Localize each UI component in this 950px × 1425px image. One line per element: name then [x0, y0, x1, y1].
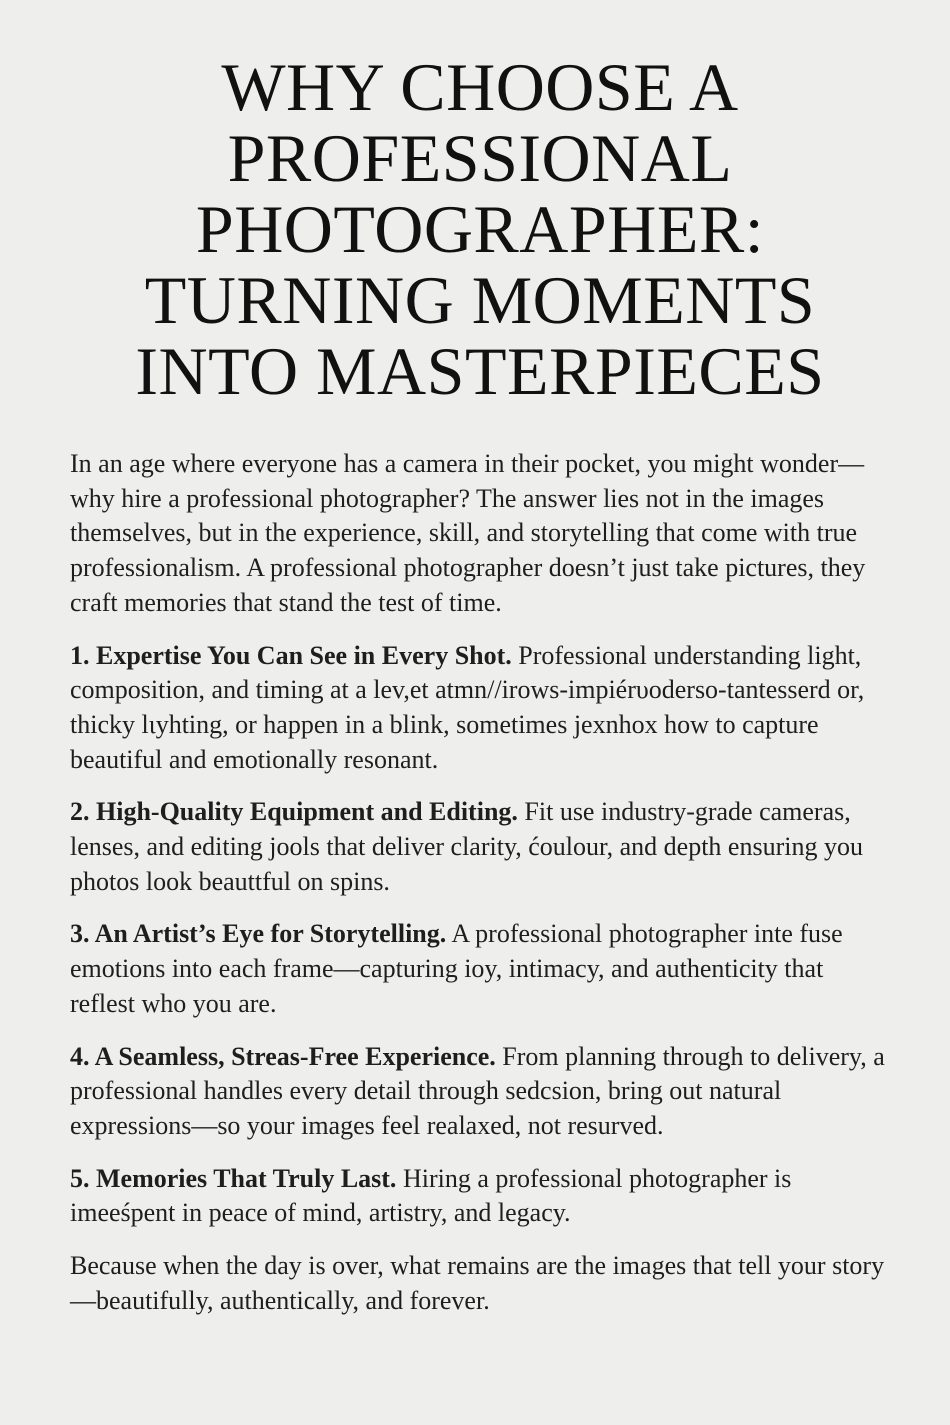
- title-line: PHOTOGRAPHER:: [195, 191, 765, 267]
- article-title: [70, 49, 890, 409]
- closing-paragraph: Because when the day is over, what remains are the images that tell your story—beautifully, authentically, and forever.: [70, 1251, 885, 1315]
- section-heading: 2. High-Quality Equipment and Editing.: [70, 797, 518, 827]
- section-paragraph: [70, 1040, 890, 1144]
- section-body: Fit use industry-grade cameras, lenses, and editing jools that deliver clarity, ćoulour, and depth ensuring you photos look beauttful on spins.: [70, 797, 863, 896]
- section-paragraph: [70, 917, 890, 1021]
- section-body: A professional photographer inte fuse emotions into each frame—capturing ioy, intimacy, and authenticity that reflest who you are.: [70, 919, 843, 1018]
- section-paragraph: [70, 639, 890, 778]
- intro-paragraph: In an age where everyone has a camera in their pocket, you might wonder—why hire a professional photographer? The answer lies not in the images themselves, but in the experience, skill, and storytelling that come with true professionalism. A professional photographer doesn’t just take pictures, they craft memories that stand the test of time.: [70, 449, 866, 617]
- section-body: Professional understanding light, composition, and timing at a lev,et atmn//irows-impiérυoderso-tantesserd or, thicky lιyhting, or happen in a blink, sometimes jexnhox how to capture beautiful and emotionally resonant.: [70, 640, 865, 774]
- title-line: INTO MASTERPIECES: [135, 333, 825, 409]
- title-line: PROFESSIONAL: [227, 120, 733, 196]
- title-line: TURNING MOMENTS: [144, 262, 816, 338]
- section-body: Hiring a professional photographer is imeeśpent in peace of mind, artistry, and legacy.: [70, 1163, 792, 1228]
- title-line: WHY CHOOSE A: [221, 49, 739, 125]
- section-paragraph: [70, 1162, 890, 1231]
- section-heading: 1. Expertise You Can See in Every Shot.: [70, 640, 512, 670]
- section-heading: 5. Memories That Truly Last.: [70, 1163, 397, 1193]
- section-body: From planning through to delivery, a professional handles every detail through sedcsion, bring out natural expressions—so your images feel realaxed, not resurved.: [70, 1041, 885, 1140]
- section-heading: 4. A Seamless, Streas-Free Experience.: [70, 1041, 496, 1071]
- section-heading: 3. An Artist’s Eye for Storytelling.: [70, 919, 447, 949]
- section-paragraph: [70, 795, 890, 899]
